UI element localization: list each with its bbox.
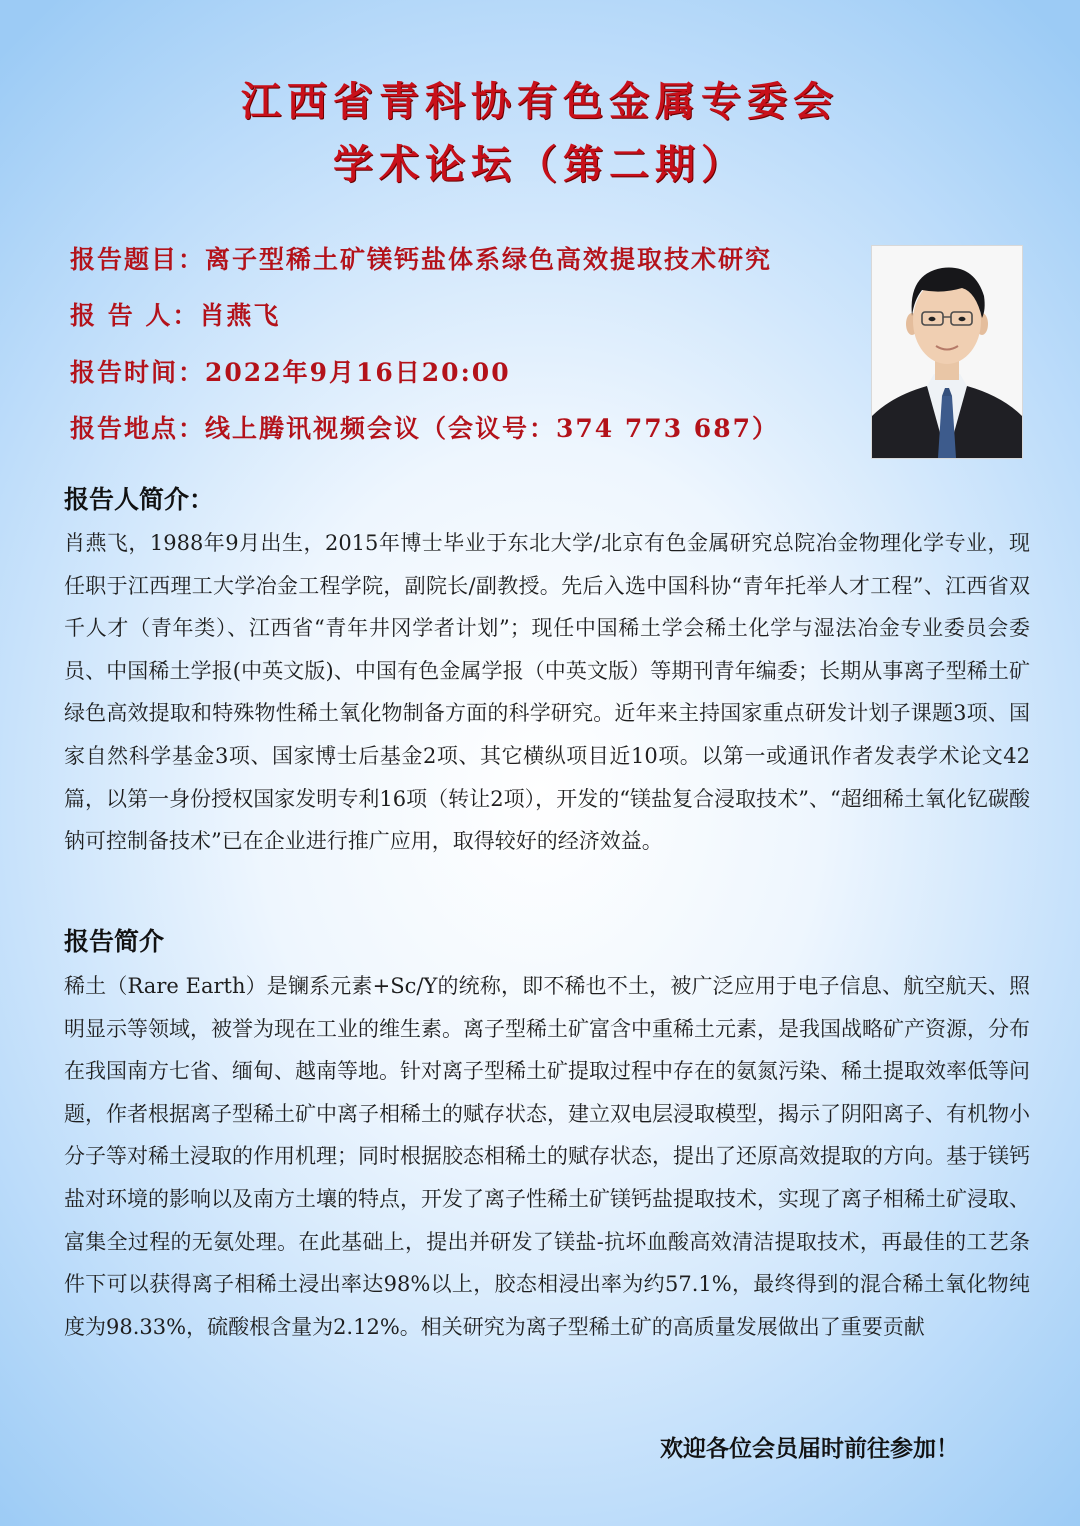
time-value: 2022年9月16日20:00 xyxy=(205,358,511,387)
place-label: 报告地点： xyxy=(70,414,206,443)
title-line-1: 江西省青科协有色金属专委会 xyxy=(241,79,839,125)
place-row xyxy=(70,407,779,451)
bio-paragraph: 肖燕飞，1988年9月出生，2015年博士毕业于东北大学/北京有色金属研究总院冶金物理化学专业，现任职于江西理工大学冶金工程学院，副院长/副教授。先后入选中国科协“青年托举人才工程”、江西省双千人才（青年类）、江西省“青年井冈学者计划”；现任中国稀土学会稀土化学与湿法冶金专业委员会委员、中国稀土学报(中英文版)、中国有色金属学报（中英文版）等期刊青年编委；长期从事离子型稀土矿绿色高效提取和特殊物性稀土氧化物制备方面的科学研究。近年来主持国家重点研发计划子课题3项、国家自然科学基金3项、国家博士后基金2项、其它横纵项目近10项。以第一或通讯作者发表学术论文42篇，以第一身份授权国家发明专利16项（转让2项），开发的“镁盐复合浸取技术”、“超细稀土氧化钇碳酸钠可控制备技术”已在企业进行推广应用，取得较好的经济效益。 xyxy=(64,531,1030,854)
speaker-photo xyxy=(872,246,1022,458)
abstract-heading: 报告简介 xyxy=(64,927,165,956)
bio-heading: 报告人简介： xyxy=(64,485,215,514)
title-line-2: 学术论坛（第二期） xyxy=(333,142,747,188)
report-topic-value: 离子型稀土矿镁钙盐体系绿色高效提取技术研究 xyxy=(205,245,773,274)
speaker-value: 肖燕飞 xyxy=(199,301,281,330)
time-row xyxy=(70,351,511,395)
speaker-row xyxy=(70,294,280,338)
speaker-label: 报 告 人： xyxy=(70,301,200,330)
report-topic-row xyxy=(70,238,772,282)
time-label: 报告时间： xyxy=(70,358,206,387)
welcome-text: 欢迎各位会员届时前往参加！ xyxy=(660,1436,959,1462)
place-value: 线上腾讯视频会议（会议号：374 773 687） xyxy=(205,414,779,443)
report-topic-label: 报告题目： xyxy=(70,245,206,274)
abstract-paragraph: 稀土（Rare Earth）是镧系元素+Sc/Y的统称，即不稀也不土，被广泛应用于电子信息、航空航天、照明显示等领域，被誉为现在工业的维生素。离子型稀土矿富含中重稀土元素，是我国战略矿产资源，分布在我国南方七省、缅甸、越南等地。针对离子型稀土矿提取过程中存在的氨氮污染、稀土提取效率低等问题，作者根据离子型稀土矿中离子相稀土的赋存状态，建立双电层浸取模型，揭示了阴阳离子、有机物小分子等对稀土浸取的作用机理；同时根据胶态相稀土的赋存状态，提出了还原高效提取的方向。基于镁钙盐对环境的影响以及南方土壤的特点，开发了离子性稀土矿镁钙盐提取技术，实现了离子相稀土矿浸取、富集全过程的无氨处理。在此基础上，提出并研发了镁盐-抗坏血酸高效清洁提取技术，再最佳的工艺条件下可以获得离子相稀土浸出率达98%以上，胶态相浸出率为约57.1%，最终得到的混合稀土氧化物纯度为98.33%，硫酸根含量为2.12%。相关研究为离子型稀土矿的高质量发展做出了重要贡献 xyxy=(64,974,1030,1339)
